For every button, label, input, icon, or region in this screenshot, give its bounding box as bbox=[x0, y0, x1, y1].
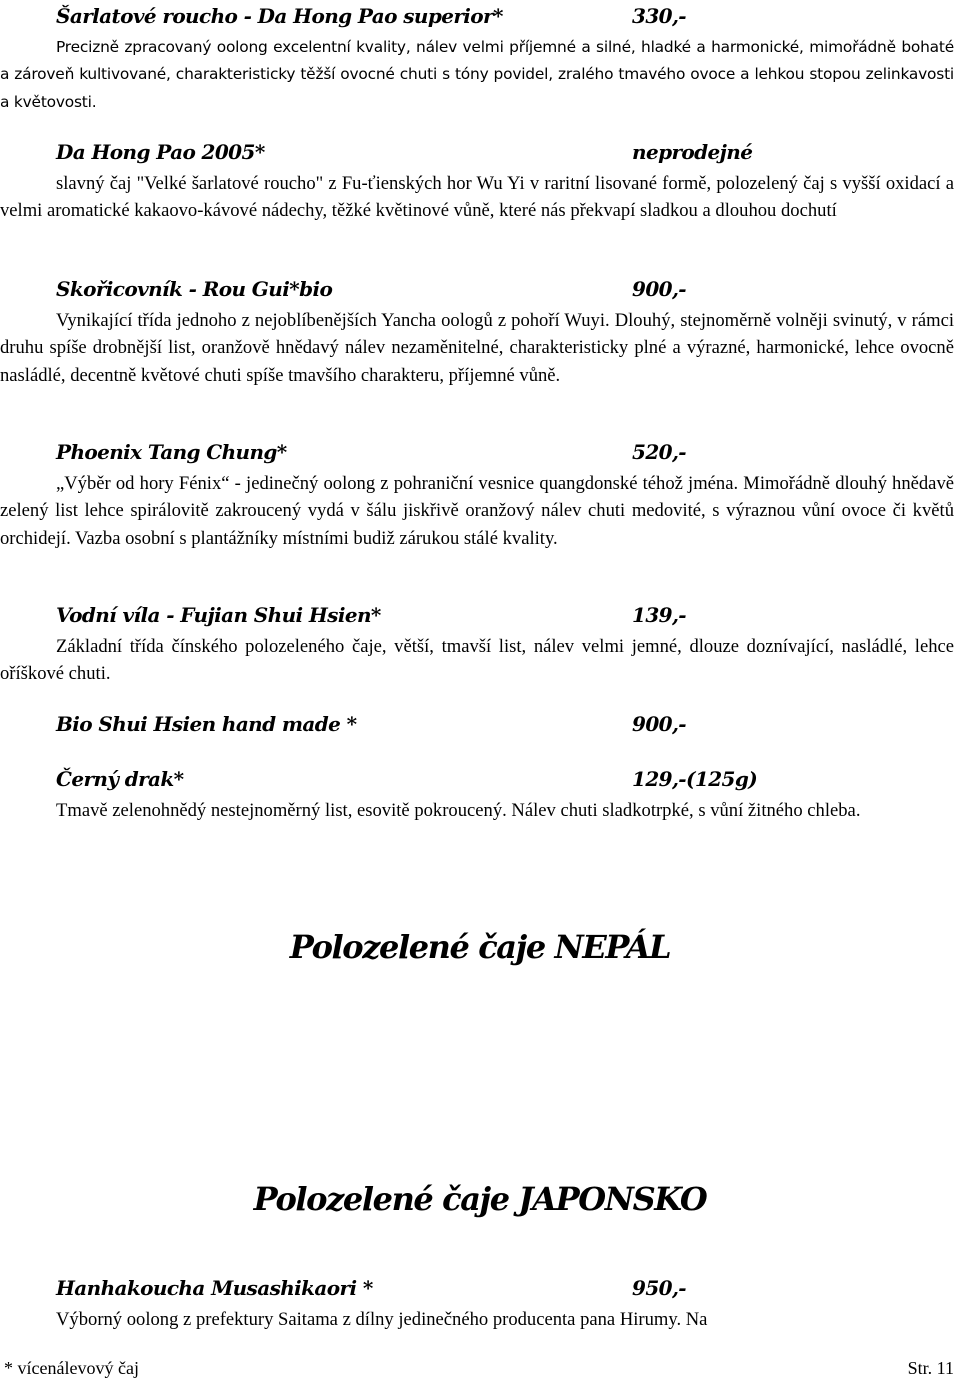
footnote: * vícenálevový čaj bbox=[4, 1358, 139, 1378]
tea-item-header bbox=[0, 603, 960, 633]
tea-description: Vynikající třída jednoho z nejoblíbenějších Yancha oologů z pohoří Wuyi. Dlouhý, stejnoměrně volněji svinutý, v rámci druhu spíše drobnější list, oranžově hnědavý nálev nezaměnitelné, charakteristicky plné a výrazné, harmonické, lehce ovocně nasládlé, decentně květové chuti spíše tmavšího charakteru, příjemné vůně. bbox=[0, 310, 954, 386]
tea-description: Precizně zpracovaný oolong excelentní kvality, nálev velmi příjemné a silné, hladké a harmonické, mimořádně bohaté a zároveň kultivované, charakteristicky těžší ovocné chuti s tóny povidel, zralého tmavého ovoce a lehkou stopou zelinkavosti a květovosti. bbox=[0, 38, 954, 111]
tea-item-header bbox=[0, 277, 960, 307]
tea-price: neprodejné bbox=[632, 140, 753, 164]
tea-item-header bbox=[0, 4, 960, 34]
tea-item bbox=[0, 712, 960, 742]
tea-price: 520,- bbox=[632, 440, 687, 464]
section-heading-japonsko: Polozelené čaje JAPONSKO bbox=[253, 1180, 707, 1218]
tea-description: slavný čaj "Velké šarlatové roucho" z Fu-ťienských hor Wu Yi v raritní lisované formě, polozelený čaj s vyšší oxidací a velmi aromatické kakaovo-kávové nádechy, těžké květinové vůně, které nás překvapí sladkou a dlouhou dochutí bbox=[0, 173, 954, 222]
tea-item-header bbox=[0, 767, 960, 797]
tea-price: 950,- bbox=[632, 1276, 687, 1300]
tea-name: Da Hong Pao 2005* bbox=[56, 140, 265, 164]
tea-item bbox=[0, 440, 960, 552]
tea-description: „Výběr od hory Fénix“ - jedinečný oolong z pohraniční vesnice quangdonské téhož jména. Mimořádně dlouhý hnědavě zelený list lehce spirálovitě zakroucený vydá v šálu jiskřivě oranžový nálev chuti medovité, s výraznou vůní ovoce či květů orchidejí. Vazba osobní s plantážníky místními budiž zárukou stálé kvality. bbox=[0, 473, 954, 549]
tea-item bbox=[0, 767, 960, 824]
page-number: Str. 11 bbox=[907, 1358, 954, 1378]
tea-name: Šarlatové roucho - Da Hong Pao superior* bbox=[56, 4, 503, 28]
tea-item-header bbox=[0, 712, 960, 742]
tea-price: 129,-(125g) bbox=[632, 767, 758, 791]
tea-description: Výborný oolong z prefektury Saitama z dílny jedinečného producenta pana Hirumy. Na bbox=[56, 1309, 708, 1330]
tea-item bbox=[0, 603, 960, 688]
tea-price: 330,- bbox=[632, 4, 687, 28]
tea-description: Základní třída čínského polozeleného čaje, větší, tmavší list, nálev velmi jemné, dlouze doznívající, nasládlé, lehce oříškové chuti. bbox=[0, 636, 954, 685]
tea-item-header bbox=[0, 140, 960, 170]
tea-description: Tmavě zelenohnědý nestejnoměrný list, esovitě pokroucený. Nálev chuti sladkotrpké, s vůní žitného chleba. bbox=[56, 800, 861, 821]
tea-item bbox=[0, 277, 960, 389]
tea-price: 900,- bbox=[632, 277, 687, 301]
tea-name: Bio Shui Hsien hand made * bbox=[56, 712, 357, 736]
tea-price: 900,- bbox=[632, 712, 687, 736]
tea-name: Černý drak* bbox=[56, 767, 184, 791]
tea-item-header bbox=[0, 1276, 960, 1306]
tea-name: Skořicovník - Rou Gui*bio bbox=[56, 277, 333, 301]
tea-item-header bbox=[0, 440, 960, 470]
tea-name: Hanhakoucha Musashikaori * bbox=[56, 1276, 373, 1300]
tea-price: 139,- bbox=[632, 603, 687, 627]
section-heading-nepal: Polozelené čaje NEPÁL bbox=[289, 928, 671, 966]
tea-item bbox=[0, 4, 960, 116]
tea-item bbox=[0, 140, 960, 225]
tea-name: Vodní víla - Fujian Shui Hsien* bbox=[56, 603, 381, 627]
tea-item bbox=[0, 1276, 960, 1333]
tea-name: Phoenix Tang Chung* bbox=[56, 440, 287, 464]
